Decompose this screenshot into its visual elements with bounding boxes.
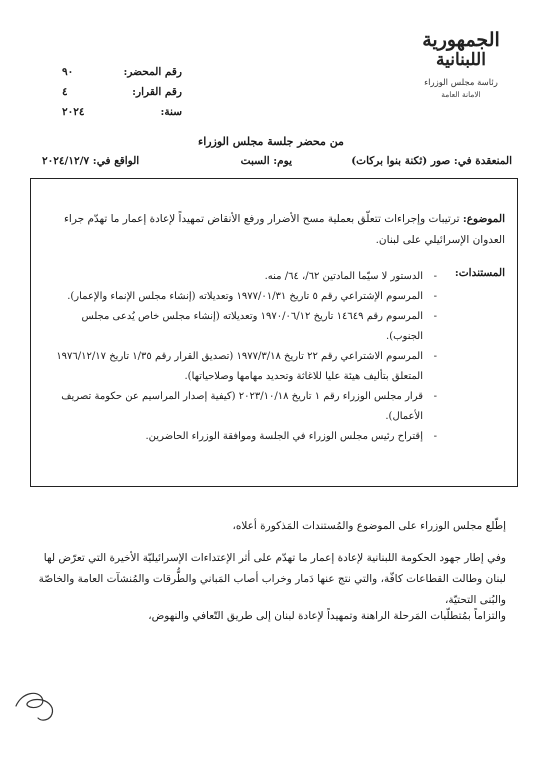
session-info [42, 155, 512, 175]
record-number-value: ٩٠ [62, 66, 74, 78]
body-paragraph-reviewed: إطّلع مجلس الوزراء على الموضوع والمُستندات المَذكورة أعلاه، [232, 520, 506, 532]
body-paragraph-commitment: والتزاماً بمُتطلّبات المَرحلة الراهنة وتمهيداً لإعادة لبنان إلى طريق التّعافي والنهوض، [148, 610, 506, 622]
department-name: الامانة العامة [441, 90, 481, 99]
handwritten-signature [12, 684, 62, 724]
document-title: من محضر جلسة مجلس الوزراء [198, 135, 344, 148]
subject-text: ترتيبات وإجراءات تتعلّق بعملية مسح الأضرار ورفع الأنقاض تمهيداً لإعادة إعمار ما تهدّم جراء العدوان الإسرائيلي على لبنان. [63, 213, 505, 246]
year-value: ٢٠٢٤ [62, 106, 85, 118]
session-date: الواقع في: ٢٠٢٤/١٢/٧ [42, 155, 140, 167]
record-number-row [62, 62, 182, 82]
document-item: - قرار مجلس الوزراء رقم ١ تاريخ ٢٠٢٣/١٠/١٨ (كيفية إصدار المراسيم عن حكومة تصريف الأعمال). [43, 387, 437, 427]
subject-section [45, 209, 505, 251]
session-venue: المنعقدة في: صور (ثكنة بنوا بركات) [351, 155, 512, 167]
subject-label: الموضوع: [462, 213, 505, 225]
decision-number-value: ٤ [62, 86, 68, 98]
record-meta [62, 62, 182, 122]
year-row [62, 102, 182, 122]
emblem-title-line1: الجمهورية [422, 29, 500, 51]
emblem-title-line2: اللبنانية [436, 50, 486, 70]
decision-number-label: رقم القرار: [132, 86, 182, 98]
body-paragraph-context: وفي إطار جهود الحكومة اللبنانية لإعادة إعمار ما تهدّم على أثر الإعتداءات الإسرائيليّة الأخيرة التي تعرّض لها لبنان وطالت القطاعات كافّة، والتي نتج عنها دَمار وخراب أصاب المَباني والطُّرقات والمُنشآت العامة والخاصّة والبُنى التحتيّة، [38, 552, 506, 606]
document-item: - المرسوم رقم ١٤٦٤٩ تاريخ ١٩٧٠/٠٦/١٢ وتعديلاته (إنشاء مجلس خاص يُدعى مجلس الجنوب). [43, 307, 437, 347]
document-item: - إقتراح رئيس مجلس الوزراء في الجلسة وموافقة الوزراء الحاضرين. [43, 427, 437, 447]
documents-label: المستندات: [454, 267, 505, 279]
session-day: يوم: السبت [240, 155, 292, 167]
document-item: - المرسوم الاشتراعي رقم ٢٢ تاريخ ١٩٧٧/٣/١٨ (تصديق القرار رقم ١/٣٥ تاريخ ١٩٧٦/١٢/١٧ المتعلق بتأليف هيئة عليا للاغاثة وتحديد مهامها وصلاحياتها). [43, 347, 437, 387]
year-label: سنة: [160, 106, 182, 118]
documents-list [43, 267, 437, 447]
document-item: - الدستور لا سيّما المادتين ٦٢/، ٦٤/ منه. [43, 267, 437, 287]
record-number-label: رقم المحضر: [123, 66, 182, 78]
decision-number-row [62, 82, 182, 102]
document-item: - المرسوم الإشتراعي رقم ٥ تاريخ ١٩٧٧/٠١/٣١ وتعديلاته (إنشاء مجلس الإنماء والإعمار). [43, 287, 437, 307]
office-name: رئاسة مجلس الوزراء [424, 78, 498, 88]
subject-documents-box [30, 178, 518, 487]
letterhead-emblem [420, 30, 502, 99]
